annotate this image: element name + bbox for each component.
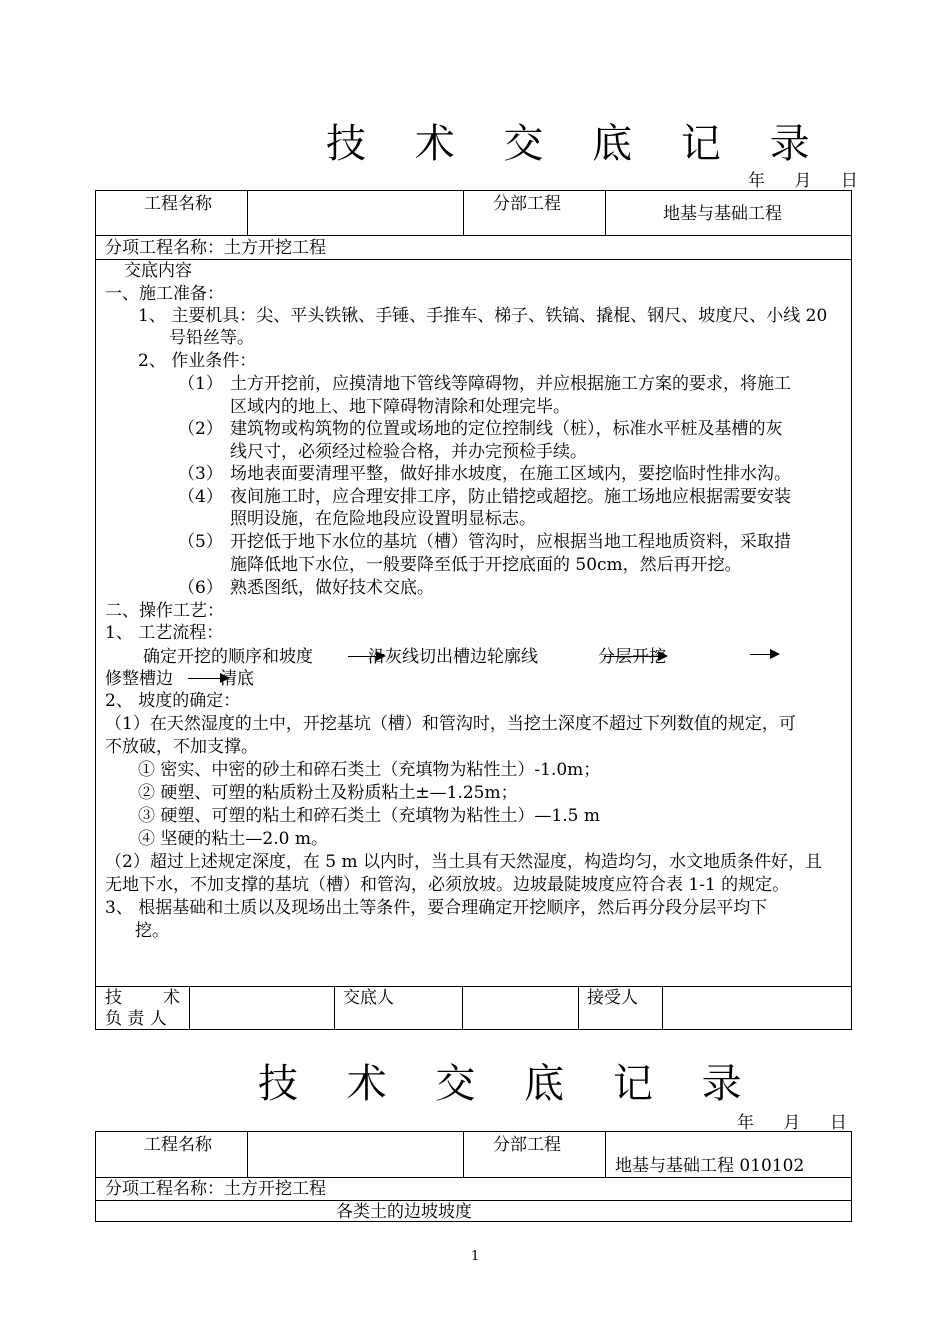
section-2-item-1: 1、 工艺流程： bbox=[105, 623, 224, 643]
project-name-label: 工程名称 bbox=[144, 194, 212, 214]
date-year: 年 bbox=[737, 1113, 754, 1133]
condition-4-line-2: 照明设施，在危险地段应设置明显标志。 bbox=[230, 509, 536, 529]
record2-sub-project-label: 分部工程 bbox=[493, 1135, 561, 1155]
flow-arrow-3 bbox=[750, 654, 778, 655]
slope-rule-4: ④ 坚硬的粘土—2.0 m。 bbox=[138, 829, 328, 849]
record2-sub-project-value: 地基与基础工程 010102 bbox=[615, 1156, 805, 1176]
sign-tech-char-2: 术 bbox=[163, 988, 180, 1008]
date-day: 日 bbox=[840, 171, 858, 191]
condition-6-line-1: 熟悉图纸，做好技术交底。 bbox=[230, 578, 434, 598]
slope-rule-2: ② 硬塑、可塑的粘质粉土及粉质粘土±—1.25m； bbox=[138, 783, 518, 803]
slope-rule-1: ① 密实、中密的砂土和碎石类土（充填物为粘性土）-1.0m； bbox=[138, 760, 601, 780]
record1-title: 技 术 交 底 记 录 bbox=[326, 121, 828, 167]
condition-4-number: （4） bbox=[178, 487, 223, 507]
record1-date bbox=[748, 166, 858, 191]
section-2-heading: 二、操作工艺： bbox=[105, 601, 224, 621]
condition-1-line-1: 土方开挖前，应摸清地下管线等障碍物，并应根据施工方案的要求，将施工 bbox=[230, 374, 791, 394]
record2-date bbox=[737, 1108, 847, 1133]
condition-4-line-1: 夜间施工时，应合理安排工序，防止错挖或超挖。施工场地应根据需要安装 bbox=[230, 487, 791, 507]
sign-tech-char-1: 技 bbox=[105, 988, 122, 1008]
record2-project-name-label: 工程名称 bbox=[144, 1135, 212, 1155]
slope-para-1-line-1: （1）在天然湿度的土中，开挖基坑（槽）和管沟时，当挖土深度不超过下列数值的规定，可 bbox=[105, 714, 796, 734]
condition-5-line-1: 开挖低于地下水位的基坑（槽）管沟时，应根据当地工程地质资料，采取措 bbox=[230, 532, 791, 552]
date-month: 月 bbox=[783, 1113, 801, 1133]
condition-5-line-2: 施降低地下水位，一般要降至低于开挖底面的 50cm，然后再开挖。 bbox=[230, 555, 742, 575]
section-1-heading: 一、施工准备： bbox=[105, 284, 224, 304]
condition-5-number: （5） bbox=[178, 532, 223, 552]
date-month: 月 bbox=[794, 171, 812, 191]
condition-3-number: （3） bbox=[178, 464, 223, 484]
flow-step-1: 确定开挖的顺序和坡度 bbox=[143, 647, 313, 667]
flow-step-5: 清底 bbox=[220, 669, 254, 689]
flow-arrow-2 bbox=[604, 656, 666, 657]
condition-2-line-2: 线尺寸，必须经过检验合格，并办完预检手续。 bbox=[230, 442, 587, 462]
flow-step-4: 修整槽边 bbox=[105, 669, 173, 689]
condition-2-line-1: 建筑物或构筑物的位置或场地的定位控制线（桩），标准水平桩及基槽的灰 bbox=[230, 419, 783, 439]
sign-tech-lead: 负 责 人 bbox=[105, 1009, 167, 1029]
condition-1-line-2: 区域内的地上、地下障碍物清除和处理完毕。 bbox=[230, 397, 570, 417]
record2-item-label: 分项工程名称：土方开挖工程 bbox=[105, 1179, 326, 1199]
sign-receiver-label: 接受人 bbox=[587, 988, 638, 1008]
slope-para-1-line-2: 不放破，不加支撑。 bbox=[105, 737, 258, 757]
condition-6-number: （6） bbox=[178, 578, 223, 598]
section-2-item-3-cont: 挖。 bbox=[135, 921, 169, 941]
slope-para-2-line-2: 无地下水，不加支撑的基坑（槽）和管沟，必须放坡。边坡最陡坡度应符合表 1-1 的规定。 bbox=[105, 875, 790, 895]
section-2-item-2: 2、 坡度的确定： bbox=[105, 691, 241, 711]
sub-project-value: 地基与基础工程 bbox=[663, 204, 782, 224]
section-1-item-2: 2、 作业条件： bbox=[138, 351, 257, 371]
page-number: 1 bbox=[471, 1249, 480, 1264]
sub-project-label: 分部工程 bbox=[493, 194, 561, 214]
flow-step-3: 分层开挖 bbox=[598, 647, 666, 667]
record2-title: 技 术 交 底 记 录 bbox=[258, 1061, 760, 1107]
slope-para-2-line-1: （2）超过上述规定深度，在 5 m 以内时，当土具有天然湿度，构造均匀，水文地质条件好，且 bbox=[105, 852, 822, 872]
section-1-item-1-cont: 号铅丝等。 bbox=[169, 328, 254, 348]
content-heading: 交底内容 bbox=[124, 261, 192, 281]
condition-1-number: （1） bbox=[178, 374, 223, 394]
date-day: 日 bbox=[829, 1113, 847, 1133]
condition-2-number: （2） bbox=[178, 419, 223, 439]
section-1-item-1: 1、 主要机具：尖、平头铁锹、手锤、手推车、梯子、铁镐、撬棍、钢尺、坡度尺、小线 20 bbox=[138, 306, 828, 326]
flow-step-2: 沿灰线切出槽边轮廓线 bbox=[368, 647, 538, 667]
sign-deliverer-label: 交底人 bbox=[343, 988, 394, 1008]
section-2-item-3: 3、 根据基础和土质以及现场出土等条件，要合理确定开挖顺序，然后再分段分层平均下 bbox=[105, 898, 768, 918]
date-year: 年 bbox=[748, 171, 765, 191]
condition-3-line-1: 场地表面要清理平整，做好排水坡度，在施工区域内，要挖临时性排水沟。 bbox=[230, 464, 791, 484]
item-label: 分项工程名称：土方开挖工程 bbox=[105, 238, 326, 258]
slope-rule-3: ③ 硬塑、可塑的粘土和碎石类土（充填物为粘性土）—1.5 m bbox=[138, 806, 600, 826]
record2-table-caption: 各类土的边坡坡度 bbox=[336, 1202, 472, 1222]
